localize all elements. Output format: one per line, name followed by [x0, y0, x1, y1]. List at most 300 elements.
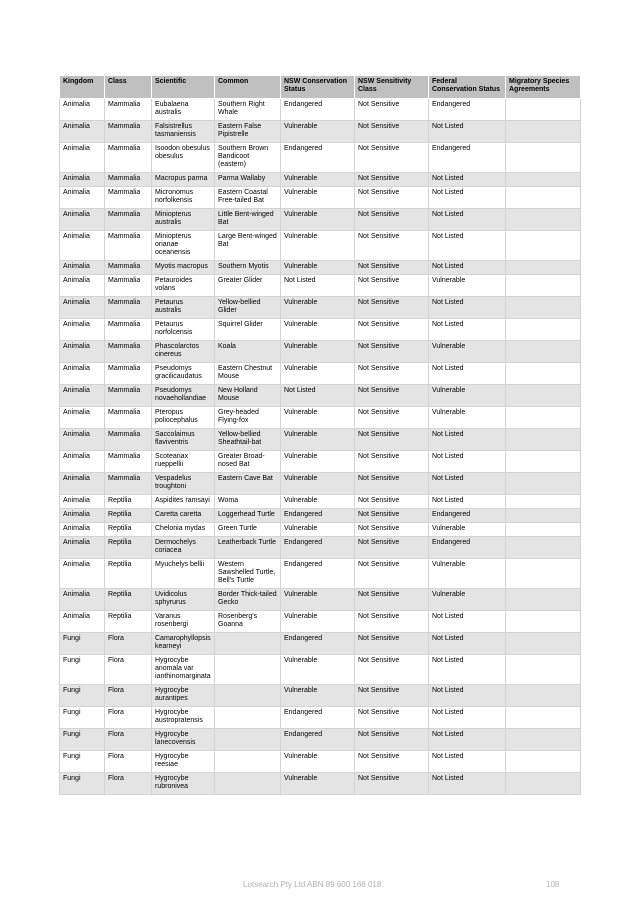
cell-nsw-conservation-status: Vulnerable	[281, 451, 355, 473]
cell-nsw-sensitivity-class: Not Sensitive	[355, 473, 429, 495]
cell-nsw-conservation-status: Endangered	[281, 509, 355, 523]
cell-class: Mammalia	[105, 385, 152, 407]
cell-class: Reptilia	[105, 537, 152, 559]
page-number: 108	[546, 880, 560, 889]
cell-kingdom: Fungi	[60, 655, 105, 685]
cell-nsw-conservation-status: Vulnerable	[281, 319, 355, 341]
cell-kingdom: Animalia	[60, 385, 105, 407]
cell-scientific: Petauroides volans	[152, 275, 215, 297]
cell-scientific: Hygrocybe lanecovensis	[152, 729, 215, 751]
cell-class: Mammalia	[105, 261, 152, 275]
cell-nsw-conservation-status: Vulnerable	[281, 231, 355, 261]
table-row	[60, 261, 581, 275]
cell-migratory-species-agreements	[506, 451, 581, 473]
cell-kingdom: Fungi	[60, 685, 105, 707]
col-header-common: Common	[215, 76, 281, 99]
cell-nsw-sensitivity-class: Not Sensitive	[355, 275, 429, 297]
cell-migratory-species-agreements	[506, 773, 581, 795]
cell-class: Mammalia	[105, 407, 152, 429]
cell-common: Green Turtle	[215, 523, 281, 537]
table-row	[60, 495, 581, 509]
cell-federal-conservation-status: Not Listed	[429, 173, 506, 187]
cell-common: Woma	[215, 495, 281, 509]
cell-class: Reptilia	[105, 559, 152, 589]
cell-kingdom: Animalia	[60, 407, 105, 429]
cell-nsw-sensitivity-class: Not Sensitive	[355, 429, 429, 451]
cell-common: Eastern False Pipistrelle	[215, 121, 281, 143]
cell-class: Reptilia	[105, 509, 152, 523]
cell-federal-conservation-status: Not Listed	[429, 685, 506, 707]
cell-nsw-conservation-status: Vulnerable	[281, 341, 355, 363]
cell-migratory-species-agreements	[506, 99, 581, 121]
cell-federal-conservation-status: Not Listed	[429, 655, 506, 685]
table-row	[60, 655, 581, 685]
table-row	[60, 611, 581, 633]
cell-nsw-sensitivity-class: Not Sensitive	[355, 363, 429, 385]
cell-kingdom: Animalia	[60, 537, 105, 559]
table-row	[60, 297, 581, 319]
col-header-kingdom: Kingdom	[60, 76, 105, 99]
cell-nsw-conservation-status: Vulnerable	[281, 121, 355, 143]
cell-kingdom: Animalia	[60, 589, 105, 611]
cell-class: Mammalia	[105, 341, 152, 363]
table-row	[60, 473, 581, 495]
cell-nsw-sensitivity-class: Not Sensitive	[355, 209, 429, 231]
cell-common: Leatherback Turtle	[215, 537, 281, 559]
cell-scientific: Caretta caretta	[152, 509, 215, 523]
cell-migratory-species-agreements	[506, 385, 581, 407]
cell-class: Mammalia	[105, 121, 152, 143]
cell-nsw-sensitivity-class: Not Sensitive	[355, 773, 429, 795]
cell-nsw-conservation-status: Vulnerable	[281, 611, 355, 633]
cell-kingdom: Fungi	[60, 633, 105, 655]
cell-nsw-conservation-status: Vulnerable	[281, 773, 355, 795]
cell-migratory-species-agreements	[506, 275, 581, 297]
table-row	[60, 429, 581, 451]
cell-nsw-conservation-status: Vulnerable	[281, 261, 355, 275]
cell-migratory-species-agreements	[506, 261, 581, 275]
table-row	[60, 633, 581, 655]
cell-migratory-species-agreements	[506, 707, 581, 729]
cell-federal-conservation-status: Vulnerable	[429, 407, 506, 429]
cell-migratory-species-agreements	[506, 495, 581, 509]
cell-common: Eastern Coastal Free-tailed Bat	[215, 187, 281, 209]
cell-class: Mammalia	[105, 143, 152, 173]
cell-nsw-conservation-status: Vulnerable	[281, 523, 355, 537]
table-row	[60, 509, 581, 523]
table-row	[60, 187, 581, 209]
table-row	[60, 341, 581, 363]
cell-scientific: Dermochelys coriacea	[152, 537, 215, 559]
cell-common: Yellow-bellied Sheathtail-bat	[215, 429, 281, 451]
cell-nsw-sensitivity-class: Not Sensitive	[355, 121, 429, 143]
cell-federal-conservation-status: Endangered	[429, 509, 506, 523]
cell-common: Parma Wallaby	[215, 173, 281, 187]
cell-federal-conservation-status: Vulnerable	[429, 523, 506, 537]
cell-migratory-species-agreements	[506, 473, 581, 495]
cell-federal-conservation-status: Not Listed	[429, 187, 506, 209]
cell-migratory-species-agreements	[506, 559, 581, 589]
cell-class: Reptilia	[105, 523, 152, 537]
cell-federal-conservation-status: Not Listed	[429, 429, 506, 451]
cell-nsw-conservation-status: Endangered	[281, 143, 355, 173]
cell-nsw-sensitivity-class: Not Sensitive	[355, 751, 429, 773]
cell-kingdom: Animalia	[60, 523, 105, 537]
cell-scientific: Hygrocybe reesiae	[152, 751, 215, 773]
cell-migratory-species-agreements	[506, 341, 581, 363]
cell-kingdom: Animalia	[60, 297, 105, 319]
cell-kingdom: Animalia	[60, 209, 105, 231]
cell-class: Mammalia	[105, 363, 152, 385]
table-row	[60, 537, 581, 559]
cell-nsw-sensitivity-class: Not Sensitive	[355, 589, 429, 611]
cell-class: Mammalia	[105, 99, 152, 121]
cell-scientific: Phascolarctos cinereus	[152, 341, 215, 363]
cell-federal-conservation-status: Endangered	[429, 143, 506, 173]
cell-federal-conservation-status: Vulnerable	[429, 341, 506, 363]
cell-scientific: Miniopterus orianae oceanensis	[152, 231, 215, 261]
cell-migratory-species-agreements	[506, 589, 581, 611]
table-row	[60, 451, 581, 473]
cell-class: Mammalia	[105, 231, 152, 261]
cell-class: Flora	[105, 773, 152, 795]
cell-migratory-species-agreements	[506, 363, 581, 385]
cell-class: Flora	[105, 633, 152, 655]
cell-nsw-conservation-status: Endangered	[281, 99, 355, 121]
cell-common: Yellow-bellied Glider	[215, 297, 281, 319]
cell-nsw-sensitivity-class: Not Sensitive	[355, 261, 429, 275]
cell-class: Flora	[105, 685, 152, 707]
table-row	[60, 143, 581, 173]
cell-common	[215, 773, 281, 795]
cell-federal-conservation-status: Vulnerable	[429, 559, 506, 589]
cell-scientific: Hygrocybe anomala var ianthinomarginata	[152, 655, 215, 685]
cell-nsw-sensitivity-class: Not Sensitive	[355, 633, 429, 655]
cell-class: Mammalia	[105, 297, 152, 319]
cell-scientific: Varanus rosenbergi	[152, 611, 215, 633]
cell-scientific: Petaurus norfolcensis	[152, 319, 215, 341]
cell-scientific: Saccolaimus flaviventris	[152, 429, 215, 451]
header-row	[60, 76, 581, 99]
cell-kingdom: Fungi	[60, 773, 105, 795]
table-row	[60, 319, 581, 341]
cell-scientific: Myotis macropus	[152, 261, 215, 275]
cell-federal-conservation-status: Vulnerable	[429, 589, 506, 611]
cell-nsw-sensitivity-class: Not Sensitive	[355, 655, 429, 685]
cell-common	[215, 751, 281, 773]
cell-federal-conservation-status: Not Listed	[429, 495, 506, 509]
cell-nsw-sensitivity-class: Not Sensitive	[355, 407, 429, 429]
table-row	[60, 685, 581, 707]
cell-common	[215, 633, 281, 655]
cell-kingdom: Animalia	[60, 341, 105, 363]
cell-nsw-conservation-status: Not Listed	[281, 275, 355, 297]
cell-migratory-species-agreements	[506, 407, 581, 429]
cell-scientific: Isoodon obesulus obesulus	[152, 143, 215, 173]
cell-nsw-sensitivity-class: Not Sensitive	[355, 173, 429, 187]
col-header-nsw-conservation-status: NSW Conservation Status	[281, 76, 355, 99]
cell-federal-conservation-status: Vulnerable	[429, 385, 506, 407]
table-row	[60, 523, 581, 537]
cell-class: Mammalia	[105, 275, 152, 297]
cell-scientific: Aspidites ramsayi	[152, 495, 215, 509]
cell-kingdom: Animalia	[60, 173, 105, 187]
cell-nsw-conservation-status: Endangered	[281, 633, 355, 655]
table-body	[60, 99, 581, 795]
cell-common: Squirrel Glider	[215, 319, 281, 341]
cell-kingdom: Animalia	[60, 319, 105, 341]
cell-nsw-conservation-status: Not Listed	[281, 385, 355, 407]
cell-nsw-sensitivity-class: Not Sensitive	[355, 729, 429, 751]
table-row	[60, 751, 581, 773]
species-table	[59, 75, 581, 795]
cell-nsw-sensitivity-class: Not Sensitive	[355, 231, 429, 261]
cell-scientific: Chelonia mydas	[152, 523, 215, 537]
table-row	[60, 99, 581, 121]
cell-federal-conservation-status: Endangered	[429, 537, 506, 559]
cell-scientific: Uvidicolus sphyrurus	[152, 589, 215, 611]
cell-nsw-conservation-status: Vulnerable	[281, 407, 355, 429]
cell-class: Flora	[105, 751, 152, 773]
cell-federal-conservation-status: Not Listed	[429, 773, 506, 795]
col-header-migratory-species-agreements: Migratory Species Agreements	[506, 76, 581, 99]
cell-federal-conservation-status: Vulnerable	[429, 275, 506, 297]
cell-federal-conservation-status: Not Listed	[429, 707, 506, 729]
cell-class: Flora	[105, 655, 152, 685]
cell-migratory-species-agreements	[506, 187, 581, 209]
cell-nsw-sensitivity-class: Not Sensitive	[355, 451, 429, 473]
cell-common: Eastern Cave Bat	[215, 473, 281, 495]
cell-migratory-species-agreements	[506, 231, 581, 261]
cell-common: New Holland Mouse	[215, 385, 281, 407]
cell-nsw-conservation-status: Vulnerable	[281, 187, 355, 209]
cell-common	[215, 655, 281, 685]
cell-scientific: Hygrocybe aurantipes	[152, 685, 215, 707]
cell-common: Grey-headed Flying-fox	[215, 407, 281, 429]
col-header-class: Class	[105, 76, 152, 99]
cell-kingdom: Animalia	[60, 495, 105, 509]
cell-kingdom: Animalia	[60, 363, 105, 385]
cell-migratory-species-agreements	[506, 537, 581, 559]
cell-nsw-conservation-status: Vulnerable	[281, 297, 355, 319]
cell-nsw-conservation-status: Endangered	[281, 729, 355, 751]
cell-kingdom: Animalia	[60, 121, 105, 143]
cell-common: Border Thick-tailed Gecko	[215, 589, 281, 611]
cell-common: Eastern Chestnut Mouse	[215, 363, 281, 385]
cell-kingdom: Fungi	[60, 707, 105, 729]
cell-nsw-sensitivity-class: Not Sensitive	[355, 385, 429, 407]
cell-federal-conservation-status: Not Listed	[429, 611, 506, 633]
cell-migratory-species-agreements	[506, 121, 581, 143]
cell-class: Flora	[105, 729, 152, 751]
cell-kingdom: Animalia	[60, 473, 105, 495]
cell-kingdom: Animalia	[60, 559, 105, 589]
cell-kingdom: Animalia	[60, 451, 105, 473]
cell-migratory-species-agreements	[506, 143, 581, 173]
cell-kingdom: Animalia	[60, 611, 105, 633]
cell-scientific: Macropus parma	[152, 173, 215, 187]
footer-company: Lotsearch Pty Ltd ABN 89 600 168 018	[243, 880, 382, 889]
cell-federal-conservation-status: Not Listed	[429, 751, 506, 773]
cell-nsw-sensitivity-class: Not Sensitive	[355, 495, 429, 509]
cell-common: Southern Myotis	[215, 261, 281, 275]
table-row	[60, 231, 581, 261]
cell-scientific: Scoteanax rueppellii	[152, 451, 215, 473]
cell-migratory-species-agreements	[506, 319, 581, 341]
cell-federal-conservation-status: Not Listed	[429, 633, 506, 655]
cell-nsw-conservation-status: Vulnerable	[281, 363, 355, 385]
cell-common	[215, 707, 281, 729]
cell-class: Mammalia	[105, 473, 152, 495]
cell-migratory-species-agreements	[506, 633, 581, 655]
cell-nsw-conservation-status: Vulnerable	[281, 751, 355, 773]
cell-common: Little Bent-winged Bat	[215, 209, 281, 231]
cell-federal-conservation-status: Not Listed	[429, 121, 506, 143]
cell-common: Western Sawshelled Turtle, Bell's Turtle	[215, 559, 281, 589]
cell-common: Koala	[215, 341, 281, 363]
cell-nsw-sensitivity-class: Not Sensitive	[355, 611, 429, 633]
cell-scientific: Pteropus poliocephalus	[152, 407, 215, 429]
cell-nsw-conservation-status: Endangered	[281, 559, 355, 589]
cell-federal-conservation-status: Not Listed	[429, 231, 506, 261]
cell-migratory-species-agreements	[506, 655, 581, 685]
cell-nsw-conservation-status: Vulnerable	[281, 473, 355, 495]
cell-migratory-species-agreements	[506, 751, 581, 773]
cell-migratory-species-agreements	[506, 523, 581, 537]
cell-migratory-species-agreements	[506, 509, 581, 523]
table-row	[60, 121, 581, 143]
cell-scientific: Eubalaena australis	[152, 99, 215, 121]
table-row	[60, 173, 581, 187]
cell-scientific: Miniopterus australis	[152, 209, 215, 231]
cell-nsw-conservation-status: Vulnerable	[281, 589, 355, 611]
cell-common	[215, 685, 281, 707]
cell-scientific: Pseudomys gracilicaudatus	[152, 363, 215, 385]
table-row	[60, 729, 581, 751]
cell-nsw-sensitivity-class: Not Sensitive	[355, 341, 429, 363]
cell-scientific: Camarophyllopsis kearneyi	[152, 633, 215, 655]
table-row	[60, 407, 581, 429]
table-row	[60, 385, 581, 407]
cell-nsw-sensitivity-class: Not Sensitive	[355, 509, 429, 523]
cell-class: Flora	[105, 707, 152, 729]
table-row	[60, 559, 581, 589]
cell-federal-conservation-status: Endangered	[429, 99, 506, 121]
cell-kingdom: Animalia	[60, 187, 105, 209]
col-header-scientific: Scientific	[152, 76, 215, 99]
cell-migratory-species-agreements	[506, 297, 581, 319]
cell-common: Southern Brown Bandicoot (eastern)	[215, 143, 281, 173]
cell-class: Reptilia	[105, 611, 152, 633]
cell-federal-conservation-status: Not Listed	[429, 319, 506, 341]
cell-nsw-sensitivity-class: Not Sensitive	[355, 297, 429, 319]
cell-nsw-sensitivity-class: Not Sensitive	[355, 143, 429, 173]
cell-common: Large Bent-winged Bat	[215, 231, 281, 261]
cell-common	[215, 729, 281, 751]
cell-kingdom: Fungi	[60, 751, 105, 773]
cell-kingdom: Animalia	[60, 509, 105, 523]
cell-nsw-conservation-status: Endangered	[281, 707, 355, 729]
cell-nsw-sensitivity-class: Not Sensitive	[355, 187, 429, 209]
table-row	[60, 209, 581, 231]
cell-federal-conservation-status: Not Listed	[429, 209, 506, 231]
table-row	[60, 363, 581, 385]
cell-migratory-species-agreements	[506, 209, 581, 231]
cell-federal-conservation-status: Not Listed	[429, 451, 506, 473]
cell-scientific: Myuchelys bellii	[152, 559, 215, 589]
cell-scientific: Hygrocybe austropratensis	[152, 707, 215, 729]
cell-class: Mammalia	[105, 173, 152, 187]
table-row	[60, 773, 581, 795]
cell-federal-conservation-status: Not Listed	[429, 473, 506, 495]
cell-migratory-species-agreements	[506, 429, 581, 451]
cell-class: Reptilia	[105, 589, 152, 611]
cell-class: Mammalia	[105, 187, 152, 209]
cell-federal-conservation-status: Not Listed	[429, 261, 506, 275]
col-header-nsw-sensitivity-class: NSW Sensitivity Class	[355, 76, 429, 99]
cell-migratory-species-agreements	[506, 611, 581, 633]
cell-class: Mammalia	[105, 451, 152, 473]
cell-common: Rosenberg's Goanna	[215, 611, 281, 633]
cell-federal-conservation-status: Not Listed	[429, 297, 506, 319]
cell-nsw-sensitivity-class: Not Sensitive	[355, 319, 429, 341]
cell-federal-conservation-status: Not Listed	[429, 729, 506, 751]
cell-nsw-conservation-status: Vulnerable	[281, 173, 355, 187]
cell-nsw-conservation-status: Vulnerable	[281, 655, 355, 685]
cell-migratory-species-agreements	[506, 173, 581, 187]
cell-class: Mammalia	[105, 319, 152, 341]
cell-class: Mammalia	[105, 429, 152, 451]
cell-kingdom: Animalia	[60, 143, 105, 173]
cell-nsw-sensitivity-class: Not Sensitive	[355, 537, 429, 559]
cell-scientific: Hygrocybe rubronivea	[152, 773, 215, 795]
cell-scientific: Pseudomys novaehollandiae	[152, 385, 215, 407]
cell-kingdom: Animalia	[60, 261, 105, 275]
cell-nsw-conservation-status: Vulnerable	[281, 429, 355, 451]
cell-scientific: Falsistrellus tasmaniensis	[152, 121, 215, 143]
cell-scientific: Vespadelus troughtoni	[152, 473, 215, 495]
cell-nsw-sensitivity-class: Not Sensitive	[355, 99, 429, 121]
cell-kingdom: Animalia	[60, 275, 105, 297]
cell-nsw-sensitivity-class: Not Sensitive	[355, 559, 429, 589]
col-header-federal-conservation-status: Federal Conservation Status	[429, 76, 506, 99]
cell-nsw-conservation-status: Vulnerable	[281, 495, 355, 509]
cell-kingdom: Animalia	[60, 99, 105, 121]
cell-nsw-conservation-status: Vulnerable	[281, 209, 355, 231]
cell-scientific: Petaurus australis	[152, 297, 215, 319]
table-row	[60, 707, 581, 729]
cell-class: Reptilia	[105, 495, 152, 509]
cell-kingdom: Fungi	[60, 729, 105, 751]
cell-scientific: Micronomus norfolkensis	[152, 187, 215, 209]
cell-nsw-sensitivity-class: Not Sensitive	[355, 523, 429, 537]
cell-common: Loggerhead Turtle	[215, 509, 281, 523]
cell-nsw-sensitivity-class: Not Sensitive	[355, 707, 429, 729]
table-row	[60, 275, 581, 297]
cell-nsw-conservation-status: Endangered	[281, 537, 355, 559]
cell-kingdom: Animalia	[60, 231, 105, 261]
cell-migratory-species-agreements	[506, 729, 581, 751]
cell-class: Mammalia	[105, 209, 152, 231]
cell-common: Greater Glider	[215, 275, 281, 297]
cell-federal-conservation-status: Not Listed	[429, 363, 506, 385]
cell-common: Greater Broad-nosed Bat	[215, 451, 281, 473]
cell-nsw-sensitivity-class: Not Sensitive	[355, 685, 429, 707]
table-row	[60, 589, 581, 611]
cell-common: Southern Right Whale	[215, 99, 281, 121]
cell-kingdom: Animalia	[60, 429, 105, 451]
cell-migratory-species-agreements	[506, 685, 581, 707]
